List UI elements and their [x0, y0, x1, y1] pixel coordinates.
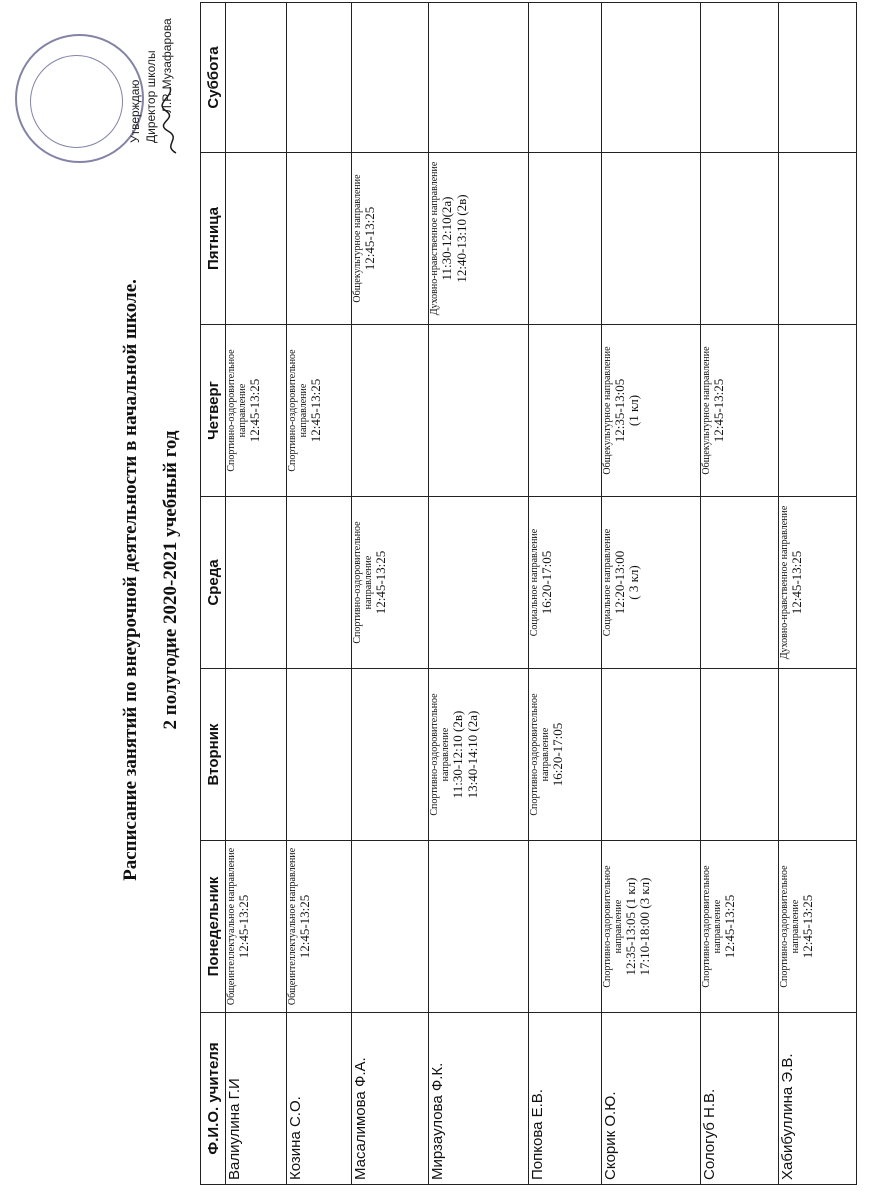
teacher-name: Масалимова Ф.А.: [351, 1013, 429, 1185]
lesson-time: 12:40-13:10 (2в): [453, 194, 469, 283]
lesson-direction: Спортивно-оздоровительное направление: [529, 693, 552, 816]
lesson-entry: [602, 499, 642, 666]
lesson-time: 12:35-13:05 (1 кл): [622, 877, 638, 976]
teacher-name: Сологуб Н.В.: [701, 1013, 779, 1185]
schedule-cell: [429, 3, 529, 153]
header-teacher: Ф.И.О. учителя: [201, 1013, 226, 1185]
approval-line-3: Л.Р. Музафарова: [160, 18, 174, 113]
schedule-cell: [601, 3, 701, 153]
schedule-body: [226, 3, 857, 1185]
lesson-direction: Социальное направление: [601, 528, 613, 637]
schedule-cell: [226, 669, 287, 841]
lesson-time: 12:45-13:25: [789, 550, 805, 615]
lesson-time: 16:20-17:05: [539, 550, 555, 615]
lesson-time: 12:45-13:25: [297, 894, 313, 959]
lesson-time: 11:30-12:10 (2в): [450, 710, 466, 799]
schedule-cell: [701, 325, 779, 497]
schedule-cell: [701, 153, 779, 325]
schedule-cell: [601, 669, 701, 841]
schedule-cell: [779, 325, 857, 497]
lesson-entry: [529, 671, 565, 838]
lesson-time: 12:45-13:25: [361, 206, 377, 271]
approval-stamp: [10, 5, 200, 175]
schedule-table: [200, 2, 857, 1185]
table-row: [601, 3, 701, 1185]
lesson-direction: Спортивно-оздоровительное направление: [429, 693, 452, 816]
schedule-cell: [287, 841, 351, 1013]
lesson-entry: [226, 327, 262, 494]
header-saturday: Суббота: [201, 3, 226, 153]
schedule-cell: [601, 153, 701, 325]
lesson-time: (1 кл): [625, 394, 641, 427]
approval-line-2: Директор школы: [144, 50, 158, 143]
teacher-name: Мирзаулова Ф.К.: [429, 1013, 529, 1185]
schedule-cell: [529, 497, 601, 669]
lesson-time: ( 3 кл): [625, 565, 641, 600]
lesson-time: 12:45-13:25: [236, 894, 251, 959]
lesson-time: 12:45-13:25: [308, 378, 324, 443]
schedule-cell: [529, 841, 601, 1013]
lesson-entry: [352, 499, 388, 666]
schedule-cell: [779, 669, 857, 841]
schedule-cell: [429, 497, 529, 669]
header-tuesday: Вторник: [201, 669, 226, 841]
header-monday: Понедельник: [201, 841, 226, 1013]
header-thursday: Четверг: [201, 325, 226, 497]
lesson-time: 12:20-13:00: [611, 550, 627, 615]
teacher-name: Попкова Е.В.: [529, 1013, 601, 1185]
lesson-time: 12:45-13:25: [711, 378, 727, 443]
schedule-cell: [351, 669, 429, 841]
lesson-time: 11:30-12:10(2а): [439, 196, 455, 281]
schedule-cell: [226, 3, 287, 153]
schedule-cell: [529, 325, 601, 497]
teacher-name: Козина С.О.: [287, 1013, 351, 1185]
table-row: [226, 3, 287, 1185]
schedule-cell: [701, 497, 779, 669]
lesson-time: 17:10-18:00 (3 кл): [636, 877, 652, 976]
lesson-entry: [602, 843, 653, 1010]
schedule-cell: [701, 3, 779, 153]
approval-line-1: Утверждаю: [128, 79, 142, 143]
document-title: Расписание занятий по внеурочной деятельности в начальной школе.: [120, 279, 141, 881]
table-row: [429, 3, 529, 1185]
schedule-cell: [226, 841, 287, 1013]
schedule-cell: [429, 841, 529, 1013]
schedule-cell: [429, 325, 529, 497]
lesson-time: 13:40-14:10 (2а): [464, 710, 480, 799]
lesson-entry: [779, 843, 815, 1010]
schedule-cell: [779, 841, 857, 1013]
teacher-name: Хабибуллина Э.В.: [779, 1013, 857, 1185]
schedule-cell: [529, 153, 601, 325]
lesson-direction: Духовно-нравственное направление: [779, 505, 791, 660]
lesson-entry: [779, 499, 804, 666]
schedule-cell: [601, 325, 701, 497]
schedule-cell: [351, 3, 429, 153]
school-seal-inner: [30, 55, 123, 148]
lesson-entry: [429, 155, 469, 322]
lesson-direction: Спортивно-оздоровительное направление: [601, 865, 624, 988]
table-row: [529, 3, 601, 1185]
lesson-time: 12:45-13:25: [800, 894, 816, 959]
schedule-cell: [287, 669, 351, 841]
schedule-cell: [351, 325, 429, 497]
header-friday: Пятница: [201, 153, 226, 325]
lesson-entry: [529, 499, 554, 666]
table-row: [351, 3, 429, 1185]
document-subtitle: 2 полугодие 2020-2021 учебный год: [160, 430, 181, 730]
lesson-entry: [287, 327, 323, 494]
lesson-time: 12:45-13:25: [372, 550, 388, 615]
lesson-entry: [602, 327, 642, 494]
lesson-time: 12:45-13:25: [247, 378, 262, 443]
lesson-direction: Спортивно-оздоровительное направление: [351, 521, 374, 644]
schedule-cell: [287, 325, 351, 497]
table-row: [701, 3, 779, 1185]
lesson-direction: Спортивно-оздоровительное направление: [779, 865, 802, 988]
schedule-cell: [226, 325, 287, 497]
schedule-cell: [287, 497, 351, 669]
lesson-entry: [226, 843, 251, 1010]
lesson-entry: [701, 843, 737, 1010]
schedule-cell: [779, 3, 857, 153]
lesson-direction: Социальное направление: [529, 528, 541, 637]
schedule-cell: [529, 3, 601, 153]
schedule-cell: [701, 841, 779, 1013]
lesson-direction: Духовно-нравственное направление: [429, 161, 441, 316]
lesson-direction: Спортивно-оздоровительное направление: [226, 349, 248, 472]
schedule-cell: [601, 497, 701, 669]
schedule-cell: [701, 669, 779, 841]
schedule-cell: [351, 153, 429, 325]
lesson-time: 12:45-13:25: [722, 894, 738, 959]
lesson-entry: [352, 155, 377, 322]
lesson-direction: Спортивно-оздоровительное направление: [287, 349, 310, 472]
schedule-cell: [429, 153, 529, 325]
schedule-cell: [287, 3, 351, 153]
lesson-time: 12:35-13:05: [611, 378, 627, 443]
schedule-cell: [601, 841, 701, 1013]
lesson-entry: [287, 843, 312, 1010]
schedule-cell: [779, 153, 857, 325]
schedule-cell: [351, 841, 429, 1013]
lesson-time: 16:20-17:05: [550, 722, 566, 787]
table-row: [287, 3, 351, 1185]
table-row: [779, 3, 857, 1185]
schedule-cell: [351, 497, 429, 669]
teacher-name: Скорик О.Ю.: [601, 1013, 701, 1185]
schedule-cell: [529, 669, 601, 841]
schedule-cell: [226, 497, 287, 669]
lesson-direction: Общекультурное направление: [351, 174, 363, 303]
schedule-cell: [779, 497, 857, 669]
lesson-direction: Общеинтеллектуальное направление: [226, 847, 237, 1006]
teacher-name: Валиулина Г.И: [226, 1013, 287, 1185]
lesson-direction: Общеинтеллектуальное направление: [287, 847, 299, 1006]
lesson-direction: Общекультурное направление: [601, 346, 613, 475]
lesson-direction: Общекультурное направление: [701, 346, 713, 475]
lesson-entry: [429, 671, 480, 838]
lesson-entry: [701, 327, 726, 494]
lesson-direction: Спортивно-оздоровительное направление: [701, 865, 724, 988]
signature: [160, 85, 182, 155]
schedule-cell: [287, 153, 351, 325]
schedule-cell: [226, 153, 287, 325]
header-row: [201, 3, 226, 1185]
schedule-cell: [429, 669, 529, 841]
header-wednesday: Среда: [201, 497, 226, 669]
